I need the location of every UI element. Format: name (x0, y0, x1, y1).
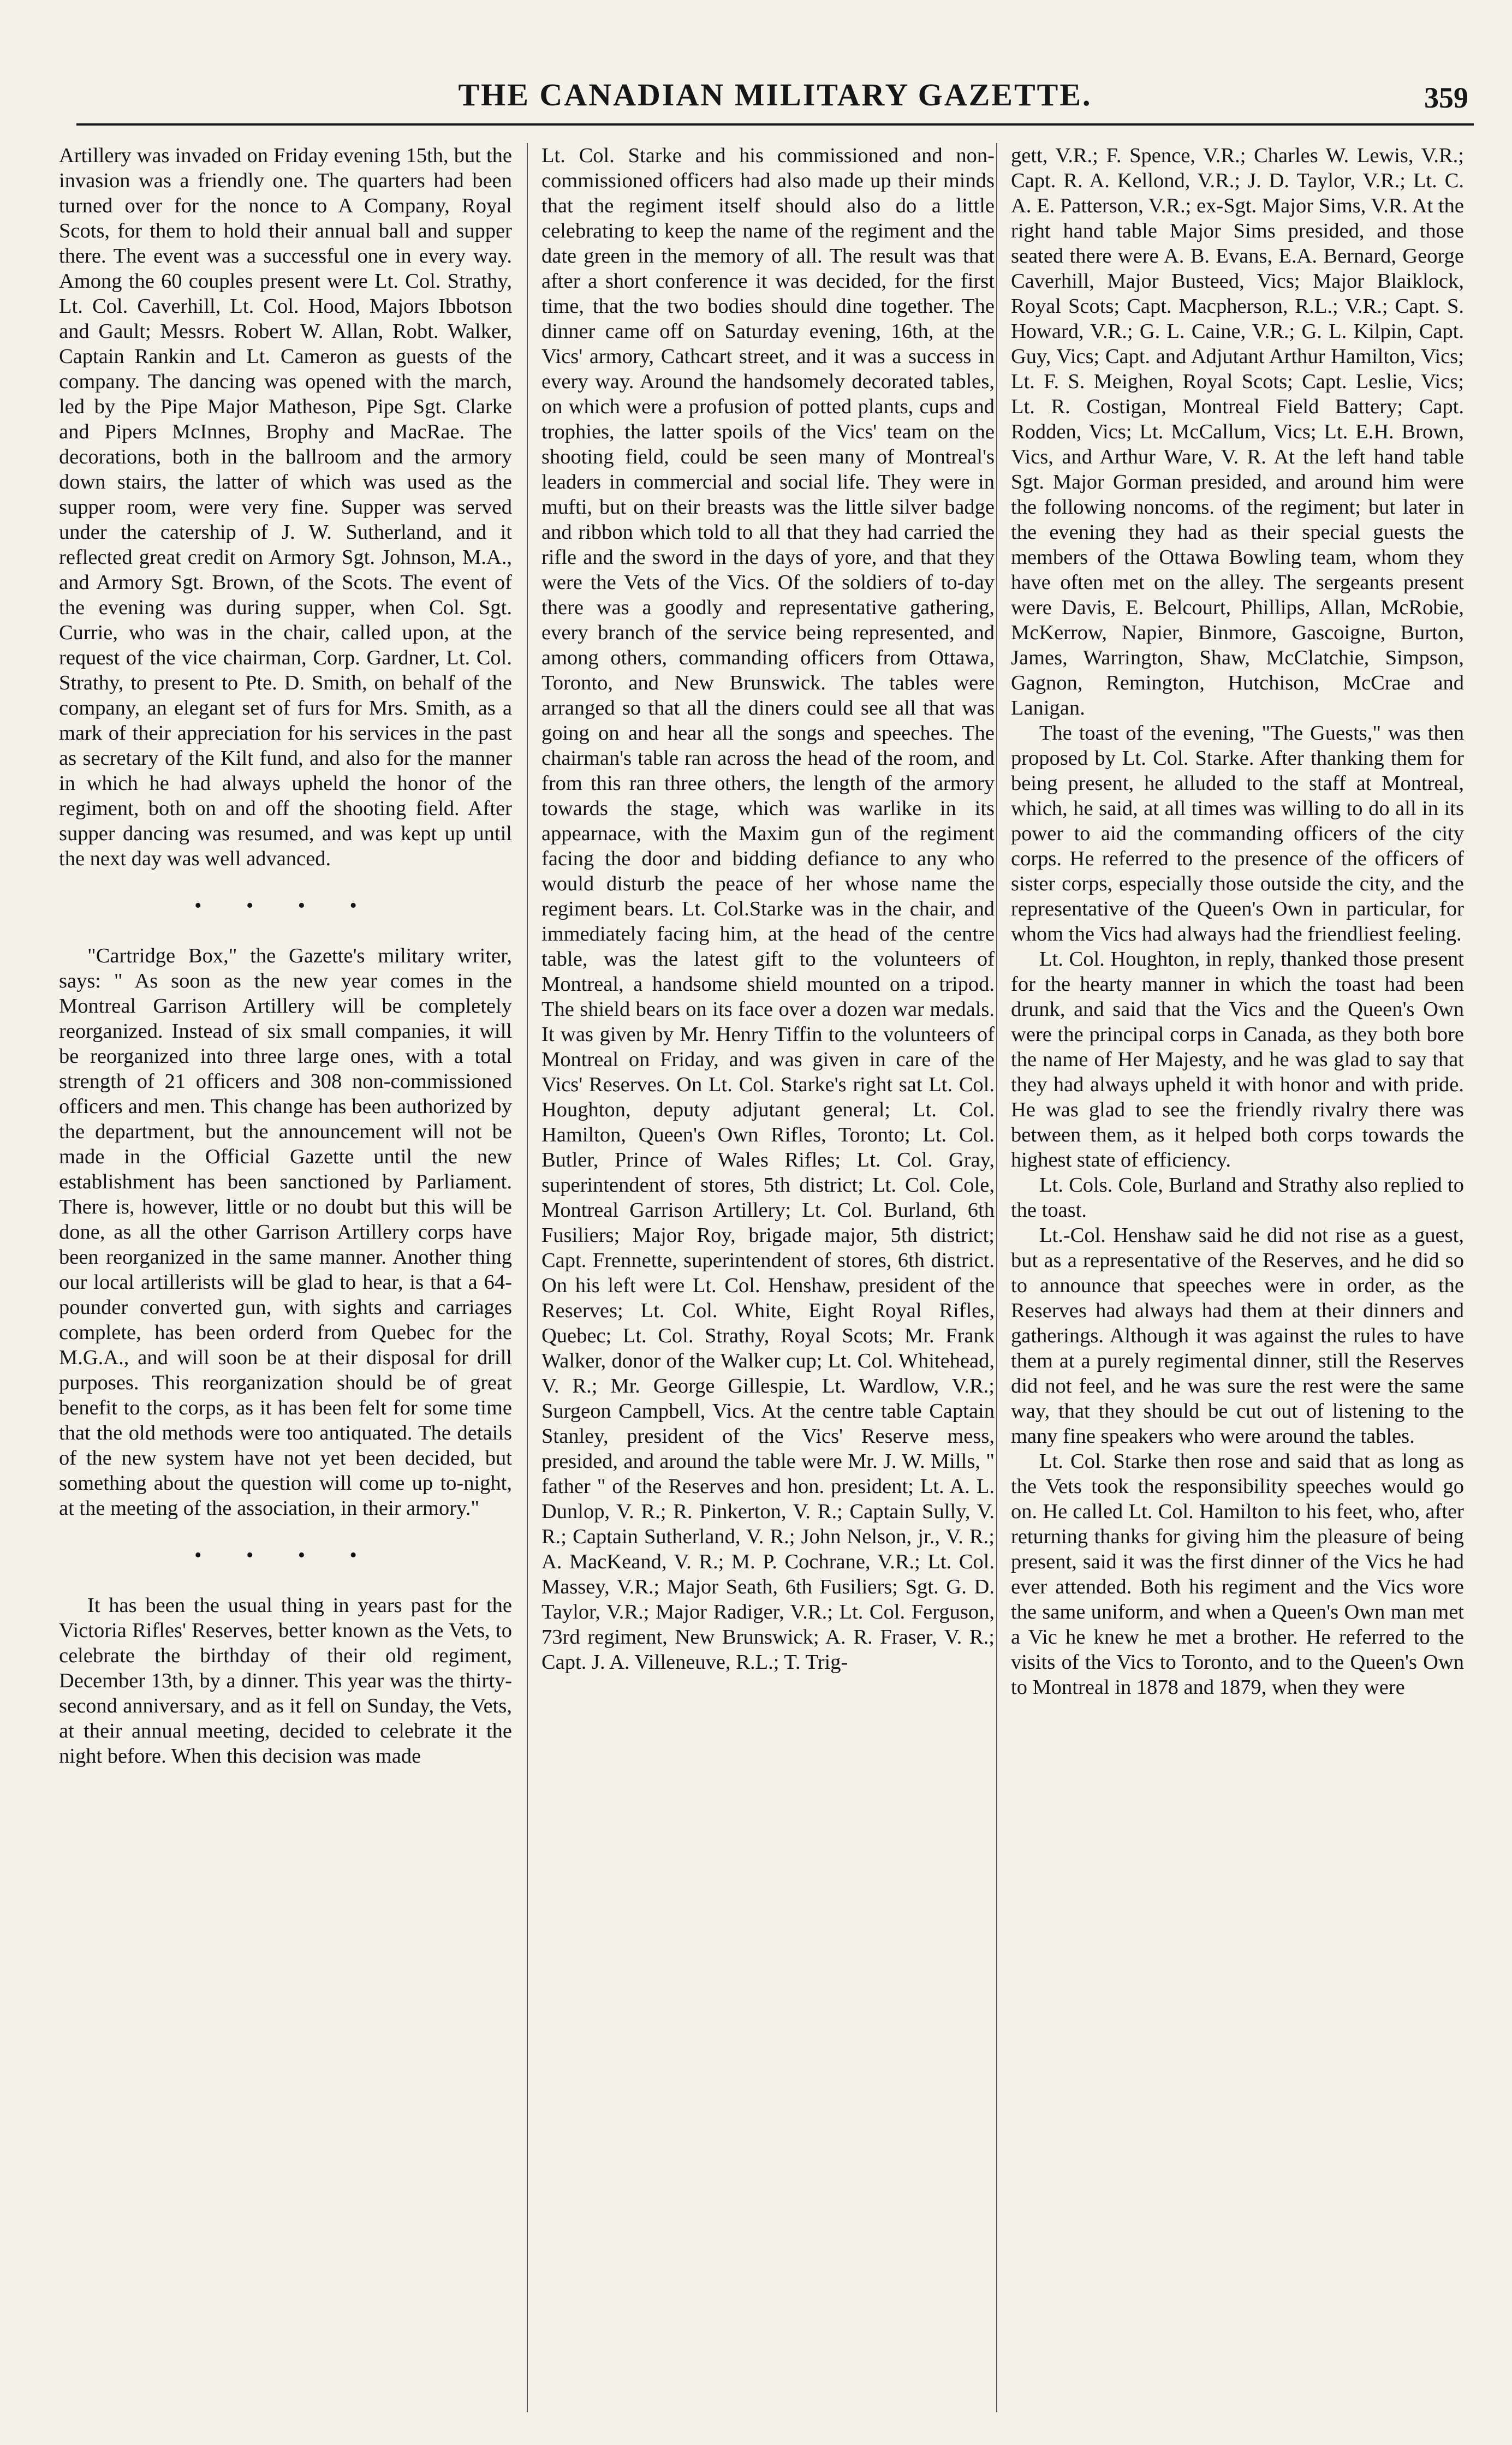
column-divider (996, 143, 997, 2412)
section-separator: • • • • (194, 894, 377, 917)
article-paragraph: Lt. Col. Starke then rose and said that as long as the Vets took the responsibility speeches would go on. He called Lt. Col. Hamilton to his feet, who, after returning thanks for giving him the pleasure of being present, said it was the first dinner of the Vics he had ever attended. Both his regiment and the Vics wore the same uniform, and when a Queen's Own man met a Vic he knew he met a brother. He referred to the visits of the Vics to Toronto, and to the Queen's Own to Montreal in 1878 and 1879, when they were (1011, 1450, 1464, 1699)
column-divider (527, 143, 528, 2412)
page-title: THE CANADIAN MILITARY GAZETTE. (458, 77, 1092, 112)
article-column-2 (541, 143, 995, 2412)
article-column-3 (1011, 143, 1464, 2412)
article-paragraph: Lt. Col. Starke and his commissioned and non-commissioned officers had also made up their minds that the regiment itself should also do a little celebrating to keep the name of the regiment and the date green in the memory of all. The result was that after a short conference it was decided, for the first time, that the two bodies should dine together. The dinner came off on Saturday evening, 16th, at the Vics' armory, Cathcart street, and it was a success in every way. Around the handsomely decorated tables, on which were a profusion of potted plants, cups and trophies, the latter spoils of the Vics' team on the shooting field, could be seen many of Montreal's leaders in commercial and social life. They were in mufti, but on their breasts was the little silver badge and ribbon which told to all that they had carried the rifle and the sword in the days of yore, and that they were the Vets of the Vics. Of the soldiers of to-day there was a goodly and representative gathering, every branch of the service being represented, and among others, commanding officers from Ottawa, Toronto, and New Brunswick. The tables were arranged so that all the diners could see all that was going on and hear all the songs and speeches. The chairman's table ran across the head of the room, and from this ran three others, the length of the armory towards the stage, which was warlike in its appearnace, with the Maxim gun of the regiment facing the door and bidding defiance to any who would disturb the peace of her whose name the regiment bears. Lt. Col.Starke was in the chair, and immediately facing him, at the head of the centre table, was the latest gift to the volunteers of Montreal, a handsome shield mounted on a tripod. The shield bears on its face over a dozen war medals. It was given by Mr. Henry Tiffin to the volunteers of Montreal on Friday, and was given in care of the Vics' Reserves. On Lt. Col. Starke's right sat Lt. Col. Houghton, deputy adjutant general; Lt. Col. Hamilton, Queen's Own Rifles, Toronto; Lt. Col. Butler, Prince of Wales Rifles; Lt. Col. Gray, superintendent of stores, 5th district; Lt. Col. Cole, Montreal Garrison Artillery; Lt. Col. Burland, 6th Fusiliers; Major Roy, brigade major, 5th district; Capt. Frennette, superintendent of stores, 6th district. On his left were Lt. Col. Henshaw, president of the Reserves; Lt. Col. White, Eight Royal Rifles, Quebec; Lt. Col. Strathy, Royal Scots; Mr. Frank Walker, donor of the Walker cup; Lt. Col. Whitehead, V. R.; Mr. George Gillespie, Lt. Wardlow, V.R.; Surgeon Campbell, Vics. At the centre table Captain Stanley, president of the Vics' Reserve mess, presided, and around the table were Mr. J. W. Mills, " father " of the Reserves and hon. president; Lt. A. L. Dunlop, V. R.; R. Pinkerton, V. R.; Captain Sully, V. R.; Captain Sutherland, V. R.; John Nelson, jr., V. R.; A. MacKeand, V. R.; M. P. Cochrane, V.R.; Lt. Col. Massey, V.R.; Major Seath, 6th Fusiliers; Sgt. G. D. Taylor, V.R.; Major Radiger, V.R.; Lt. Col. Ferguson, 73rd regiment, New Brunswick; A. R. Fraser, V. R.; Capt. J. A. Villeneuve, R.L.; T. Trig- (541, 144, 995, 1674)
article-paragraph: The toast of the evening, "The Guests," was then proposed by Lt. Col. Starke. After thanking them for being present, he alluded to the staff at Montreal, which, he said, at all times was willing to do all in its power to aid the commanding officers of the city corps. He referred to the presence of the officers of sister corps, especially those outside the city, and the representative of the Queen's Own in particular, for whom the Vics had always had the friendliest feeling. (1011, 722, 1464, 945)
article-paragraph: Artillery was invaded on Friday evening 15th, but the invasion was a friendly one. The quarters had been turned over for the nonce to A Company, Royal Scots, for them to hold their annual ball and supper there. The event was a successful one in every way. Among the 60 couples present were Lt. Col. Strathy, Lt. Col. Caverhill, Lt. Col. Hood, Majors Ibbotson and Gault; Messrs. Robert W. Allan, Robt. Walker, Captain Rankin and Lt. Cameron as guests of the company. The dancing was opened with the march, led by the Pipe Major Matheson, Pipe Sgt. Clarke and Pipers McInnes, Brophy and MacRae. The decorations, both in the ballroom and the armory down stairs, the latter of which was used as the supper room, were very fine. Supper was served under the catership of J. W. Sutherland, and it reflected great credit on Armory Sgt. Johnson, M.A., and Armory Sgt. Brown, of the Scots. The event of the evening was during supper, when Col. Sgt. Currie, who was in the chair, called upon, at the request of the vice chairman, Corp. Gardner, Lt. Col. Strathy, to present to Pte. D. Smith, on behalf of the company, an elegant set of furs for Mrs. Smith, as a mark of their appreciation for his services in the past as secretary of the Kilt fund, and also for the manner in which he had always upheld the honor of the regiment, both on and off the shooting field. After supper dancing was resumed, and was kept up until the next day was well advanced. (59, 144, 512, 870)
masthead (76, 76, 1474, 126)
article-paragraph: Lt. Col. Houghton, in reply, thanked those present for the hearty manner in which the toast had been drunk, and said that the Vics and the Queen's Own were the principal corps in Canada, as they both bore the name of Her Majesty, and he was glad to say that they had always upheld it with honor and with pride. He was glad to see the friendly rivalry there was between them, as it helped both corps towards the highest state of efficiency. (1011, 948, 1464, 1171)
article-paragraph: Lt. Cols. Cole, Burland and Strathy also replied to the toast. (1011, 1174, 1464, 1222)
article-paragraph: It has been the usual thing in years past for the Victoria Rifles' Reserves, better known as the Vets, to celebrate the birthday of their old regiment, December 13th, by a dinner. This year was the thirty-second anniversary, and as it fell on Sunday, the Vets, at their annual meeting, decided to celebrate it the night before. When this decision was made (59, 1594, 512, 1768)
article-paragraph: Lt.-Col. Henshaw said he did not rise as a guest, but as a representative of the Reserves, and he did so to announce that speeches were in order, as the Reserves had always had them at their dinners and gatherings. Although it was against the rules to have them at a purely regimental dinner, still the Reserves did not feel, and he was sure the rest were the same way, that they should be cut out of listening to the many fine speakers who were around the tables. (1011, 1224, 1464, 1448)
article-paragraph: "Cartridge Box," the Gazette's military writer, says: " As soon as the new year comes in the Montreal Garrison Artillery will be completely reorganized. Instead of six small companies, it will be reorganized into three large ones, with a total strength of 21 officers and 308 non-commissioned officers and men. This change has been authorized by the department, but the announcement will not be made in the Official Gazette until the new establishment has been sanctioned by Parliament. There is, however, little or no doubt but this will be done, as all the other Garrison Artillery corps have been reorganized in the same manner. Another thing our local artillerists will be glad to hear, is that a 64-pounder converted gun, with sights and carriages complete, has been orderd from Quebec for the M.G.A., and will soon be at their disposal for drill purposes. This reorganization should be of great benefit to the corps, as it has been felt for some time that the old methods were too antiquated. The details of the new system have not yet been decided, but something about the question will come up to-night, at the meeting of the association, in their armory." (59, 944, 512, 1520)
header-rule (76, 123, 1474, 126)
article-column-1 (59, 143, 512, 2412)
article-paragraph: gett, V.R.; F. Spence, V.R.; Charles W. Lewis, V.R.; Capt. R. A. Kellond, V.R.; J. D. Taylor, V.R.; Lt. C. A. E. Patterson, V.R.; ex-Sgt. Major Sims, V.R. At the right hand table Major Sims presided, and those seated there were A. B. Evans, E.A. Bernard, George Caverhill, Major Busteed, Vics; Major Blaiklock, Royal Scots; Capt. Macpherson, R.L.; V.R.; Capt. S. Howard, V.R.; G. L. Caine, V.R.; G. L. Kilpin, Capt. Guy, Vics; Capt. and Adjutant Arthur Hamilton, Vics; Lt. F. S. Meighen, Royal Scots; Capt. Leslie, Vics; Lt. R. Costigan, Montreal Field Battery; Capt. Rodden, Vics; Lt. McCallum, Vics; Lt. E.H. Brown, Vics, and Arthur Ware, V. R. At the left hand table Sgt. Major Gorman presided, and around him were the following noncoms. of the regiment; but later in the evening they had as their special guests the members of the Ottawa Bowling team, whom they have often met on the alley. The sergeants present were Davis, E. Belcourt, Phillips, Allan, McRobie, McKerrow, Napier, Binmore, Gascoigne, Burton, James, Warrington, Shaw, McClatchie, Simpson, Gagnon, Remington, Hutchison, McCrae and Lanigan. (1011, 144, 1464, 719)
section-separator: • • • • (194, 1544, 377, 1567)
page-number: 359 (1424, 81, 1468, 114)
